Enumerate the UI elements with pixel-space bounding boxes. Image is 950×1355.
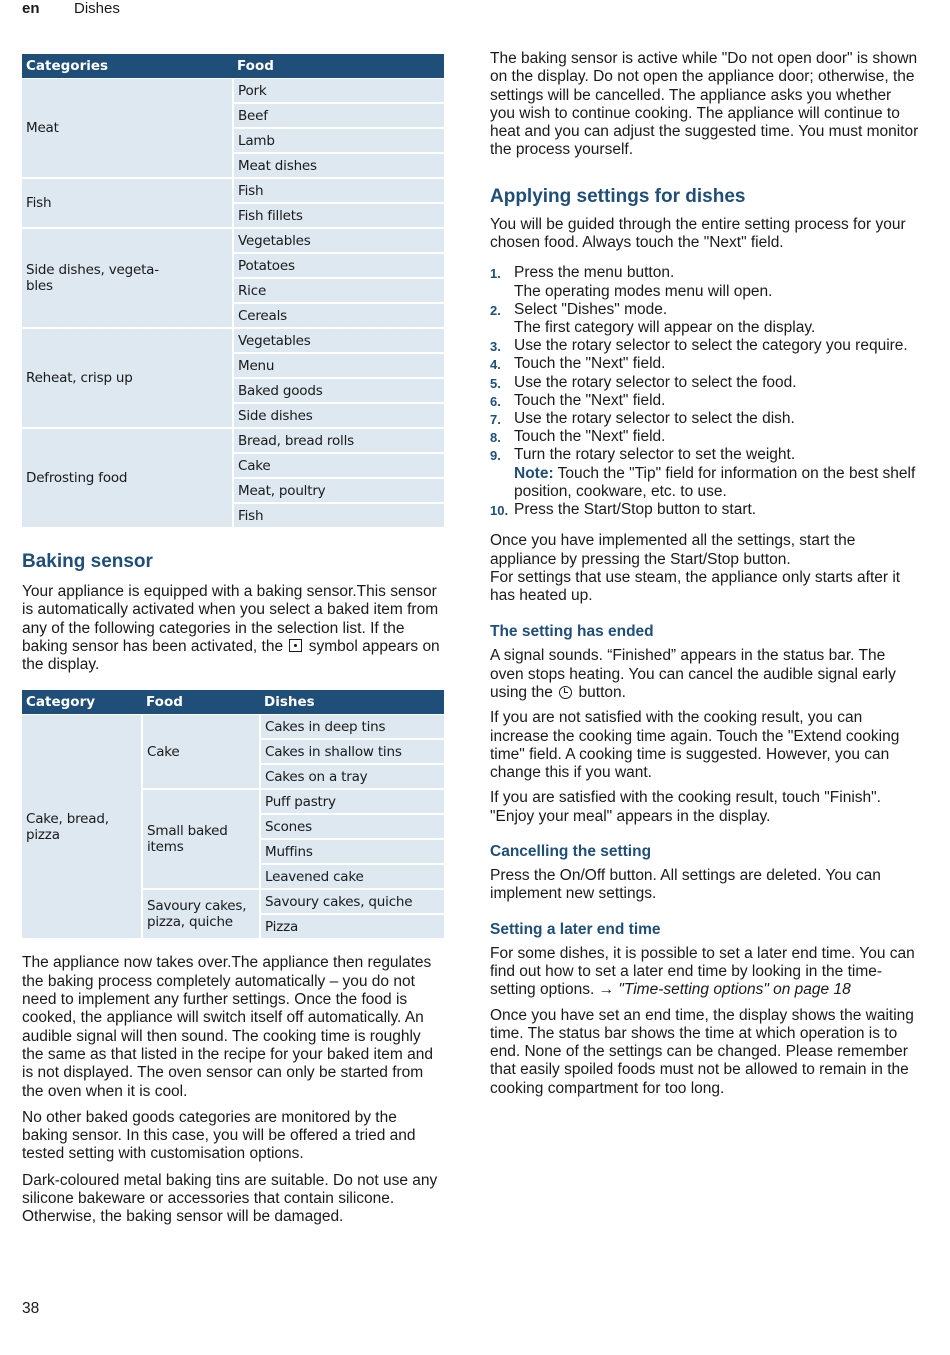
later-end-time-heading: Setting a later end time [490, 920, 661, 938]
baking-sensor-active-para: The baking sensor is active while "Do not open door" is shown on the display. Do not open the appliance door; otherwise, the settings will be cancelled. The appliance asks you whether you wish to continue cooking. The appliance will continue to heat and you can adjust the suggested time. You must monitor the process yourself. [490, 50, 919, 159]
step-text: Touch the "Next" field. [514, 391, 666, 409]
step-number: 6. [490, 393, 501, 409]
category-cell: Cake, bread, pizza [22, 715, 142, 940]
food-cell: Potatoes [233, 253, 444, 278]
note-label: Note: [514, 464, 554, 482]
category-cell: Side dishes, vegeta- bles [22, 228, 233, 328]
table-row [22, 228, 444, 253]
baking-sensor-para-3: Dark-coloured metal baking tins are suitable. Do not use any silicone bakeware or accessories that contain silicone. Otherwise, the baking sensor will be damaged. [22, 1171, 438, 1226]
column-header-dishes: Dishes [260, 690, 444, 715]
step-item [490, 446, 920, 501]
later-end-time-para-2: Once you have set an end time, the display shows the waiting time. The status bar shows the time at which operation is to end. None of the settings can be changed. Please remember that easily spoiled foods must not be allowed to remain in the cooking compartment for too long. [490, 1006, 914, 1097]
step-item [490, 355, 920, 373]
step-item [490, 410, 920, 428]
applying-settings-intro: You will be guided through the entire setting process for your chosen food. Always touch the "Next" field. [490, 215, 906, 252]
step-result: The operating modes menu will open. [514, 282, 773, 300]
intro-text: Your appliance is equipped with a baking sensor.This sensor is automatically activated when you select a baked item from any of the following categories in the selection list. If the baking sensor has been activated, the [22, 583, 439, 655]
food-cell: Bread, bread rolls [233, 428, 444, 453]
table-header-row [22, 54, 444, 79]
table-row [22, 178, 444, 203]
food-cell: Vegetables [233, 328, 444, 353]
applying-settings-heading: Applying settings for dishes [490, 185, 746, 207]
food-cell: Cake [233, 453, 444, 478]
ended-text: A signal sounds. “Finished” appears in the status bar. The oven stops heating. You can cancel the audible signal early using the [490, 647, 896, 701]
step-text: Turn the rotary selector to set the weight. [514, 446, 796, 464]
food-cell: Baked goods [233, 378, 444, 403]
category-cell: Meat [22, 79, 233, 179]
table-header-row [22, 690, 444, 715]
step-item [490, 301, 920, 337]
settings-steps-list [490, 264, 920, 519]
step-number: 8. [490, 430, 501, 446]
category-cell: Defrosting food [22, 428, 233, 528]
setting-ended-para-3: If you are satisfied with the cooking result, touch "Finish". "Enjoy your meal" appears in the display. [490, 789, 881, 825]
dish-cell: Savoury cakes, quiche [260, 889, 444, 914]
baking-sensor-para-2: No other baked goods categories are monitored by the baking sensor. In this case, you will be offered a tried and tested setting with customisation options. [22, 1108, 416, 1163]
step-text: Select "Dishes" mode. [514, 300, 668, 318]
step-text: Press the Start/Stop button to start. [514, 501, 757, 519]
note-text: Touch the "Tip" field for information on the best shelf position, cookware, etc. to use. [514, 464, 916, 500]
step-text: Press the menu button. [514, 264, 675, 282]
dish-cell: Pizza [260, 914, 444, 939]
clock-icon [559, 686, 572, 699]
baking-sensor-icon [289, 639, 302, 652]
food-cell: Rice [233, 278, 444, 303]
step-item [490, 264, 920, 300]
step-note [514, 465, 920, 501]
step-result: The first category will appear on the display. [514, 318, 816, 336]
food-cell: Small baked items [142, 789, 260, 889]
setting-ended-para-2: If you are not satisfied with the cooking result, you can increase the cooking time again. Touch the "Extend cooking time" field. A cooking time is suggested. However, you can change this if you want. [490, 709, 900, 782]
step-number: 4. [490, 357, 501, 373]
after-steps-para: Once you have implemented all the settings, start the appliance by pressing the Start/Stop button. [490, 532, 856, 568]
step-number: 5. [490, 375, 501, 391]
step-number: 2. [490, 302, 501, 318]
dish-cell: Scones [260, 814, 444, 839]
food-cell: Menu [233, 353, 444, 378]
category-cell: Fish [22, 178, 233, 228]
later-end-time-para-1 [490, 945, 920, 1000]
dish-cell: Cakes on a tray [260, 764, 444, 789]
step-number: 9. [490, 448, 501, 464]
food-cell: Pork [233, 79, 444, 104]
dish-cell: Puff pastry [260, 789, 444, 814]
cross-reference-link[interactable]: "Time-setting options" on page 18 [618, 981, 851, 999]
step-text: Touch the "Next" field. [514, 355, 666, 373]
cancelling-heading: Cancelling the setting [490, 843, 652, 861]
setting-ended-para-1 [490, 647, 920, 702]
food-cell: Fish [233, 503, 444, 528]
baking-sensor-para-1: The appliance now takes over.The appliance then regulates the baking process completely automatically – you do not need to implement any further settings. Once the food is cooked, the appliance will switch itself off automatically. An audible signal will then sound. The cooking time is roughly the same as that listed in the recipe for your baked item and is not displayed. The oven sensor can only be started from the oven when it is cool. [22, 954, 433, 1100]
dish-cell: Leavened cake [260, 864, 444, 889]
food-cell: Vegetables [233, 228, 444, 253]
dish-cell: Cakes in shallow tins [260, 739, 444, 764]
step-item [490, 392, 920, 410]
step-number: 3. [490, 339, 501, 355]
food-cell: Cereals [233, 303, 444, 328]
food-cell: Cake [142, 715, 260, 790]
later-text: For some dishes, it is possible to set a later end time. You can find out how to set a later end time by looking in the time-setting options. [490, 944, 915, 999]
cross-reference-arrow-icon: → [598, 981, 615, 999]
table-row [22, 428, 444, 453]
food-cell: Fish [233, 178, 444, 203]
column-header-category: Category [22, 690, 142, 715]
step-text: Use the rotary selector to select the category you require. [514, 337, 908, 355]
column-header-food: Food [142, 690, 260, 715]
step-text: Use the rotary selector to select the dish. [514, 410, 795, 427]
step-item [490, 501, 920, 519]
page-number: 38 [22, 1300, 40, 1317]
food-cell: Lamb [233, 128, 444, 153]
column-header-categories: Categories [22, 54, 233, 79]
section-title: Dishes [74, 0, 120, 17]
step-number: 7. [490, 412, 501, 427]
dish-cell: Cakes in deep tins [260, 715, 444, 740]
food-cell: Beef [233, 103, 444, 128]
table-row [22, 79, 444, 104]
baking-sensor-intro [22, 583, 444, 674]
categories-food-table [22, 54, 444, 529]
baking-sensor-heading: Baking sensor [22, 551, 153, 572]
step-text: Touch the "Next" field. [514, 428, 666, 446]
food-cell: Meat dishes [233, 153, 444, 178]
food-cell: Fish fillets [233, 203, 444, 228]
ended-text-end: button. [578, 684, 626, 701]
step-number: 10. [490, 503, 509, 519]
step-text: Use the rotary selector to select the food. [514, 373, 797, 391]
table-row [22, 715, 444, 740]
dish-cell: Muffins [260, 839, 444, 864]
cancelling-para: Press the On/Off button. All settings are deleted. You can implement new settings. [490, 867, 881, 903]
right-column [490, 50, 920, 1098]
step-item [490, 337, 920, 355]
food-cell: Savoury cakes, pizza, quiche [142, 889, 260, 939]
page-header [22, 0, 120, 20]
column-header-food: Food [233, 54, 444, 79]
table-row [22, 328, 444, 353]
food-cell: Side dishes [233, 403, 444, 428]
language-label: en [22, 0, 40, 17]
food-cell: Meat, poultry [233, 478, 444, 503]
after-steps-para-2: For settings that use steam, the appliance only starts after it has heated up. [490, 568, 901, 605]
step-number: 1. [490, 266, 501, 282]
setting-ended-heading: The setting has ended [490, 623, 654, 641]
step-item [490, 374, 920, 392]
left-column [22, 54, 444, 1227]
baking-sensor-table [22, 690, 444, 940]
step-item [490, 428, 920, 446]
category-cell: Reheat, crisp up [22, 328, 233, 428]
intro-text-end: symbol appears on the display. [22, 637, 440, 674]
